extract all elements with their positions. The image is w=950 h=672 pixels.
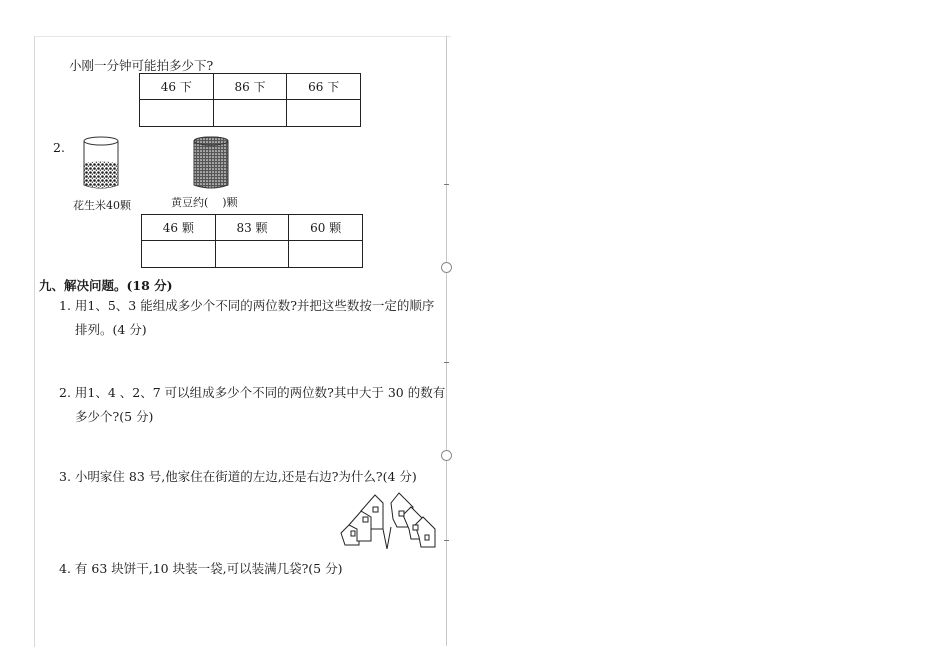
problem-1-line1: 1. 用1、5、3 能组成多少个不同的两位数?并把这些数按一定的顺序 xyxy=(59,298,435,313)
problem-4-line1: 4. 有 63 块饼干,10 块装一袋,可以装满几袋?(5 分) xyxy=(59,561,343,576)
problem-3-line1: 3. 小明家住 83 号,他家住在街道的左边,还是右边?为什么?(4 分) xyxy=(59,469,417,484)
binding-mark xyxy=(444,540,449,541)
street-houses-image xyxy=(337,489,437,549)
soybean-jar-image xyxy=(191,135,231,193)
soybean-label: 黄豆约( )颗 xyxy=(171,196,238,209)
answer-cell[interactable] xyxy=(287,100,361,127)
problem-2-line1: 2. 用1、4 、2、7 可以组成多少个不同的两位数?其中大于 30 的数有 xyxy=(59,385,446,400)
problem-1-line2: 排列。(4 分) xyxy=(75,322,147,337)
worksheet-page xyxy=(34,36,451,647)
binding-margin xyxy=(441,36,453,646)
binding-mark xyxy=(444,362,449,363)
option-cell: 83 颗 xyxy=(215,215,289,241)
answer-cell[interactable] xyxy=(142,241,216,268)
answer-table-1 xyxy=(139,73,361,127)
answer-table-2 xyxy=(141,214,363,268)
binding-hole xyxy=(441,450,452,461)
answer-cell[interactable] xyxy=(140,100,214,127)
option-cell: 66 下 xyxy=(287,74,361,100)
binding-line xyxy=(446,36,447,646)
question-text: 小刚一分钟可能拍多少下? xyxy=(69,58,214,73)
option-cell: 46 颗 xyxy=(142,215,216,241)
answer-cell[interactable] xyxy=(289,241,363,268)
option-cell: 60 颗 xyxy=(289,215,363,241)
binding-hole xyxy=(441,262,452,273)
problem-2-line2: 多少个?(5 分) xyxy=(75,409,154,424)
section-title: 九、解决问题。(18 分) xyxy=(39,278,173,293)
answer-cell[interactable] xyxy=(215,241,289,268)
answer-cell[interactable] xyxy=(213,100,287,127)
option-cell: 46 下 xyxy=(140,74,214,100)
binding-mark xyxy=(444,184,449,185)
peanut-jar-image xyxy=(81,135,121,193)
question-number: 2. xyxy=(53,140,65,155)
peanut-label: 花生米40颗 xyxy=(73,199,131,212)
option-cell: 86 下 xyxy=(213,74,287,100)
